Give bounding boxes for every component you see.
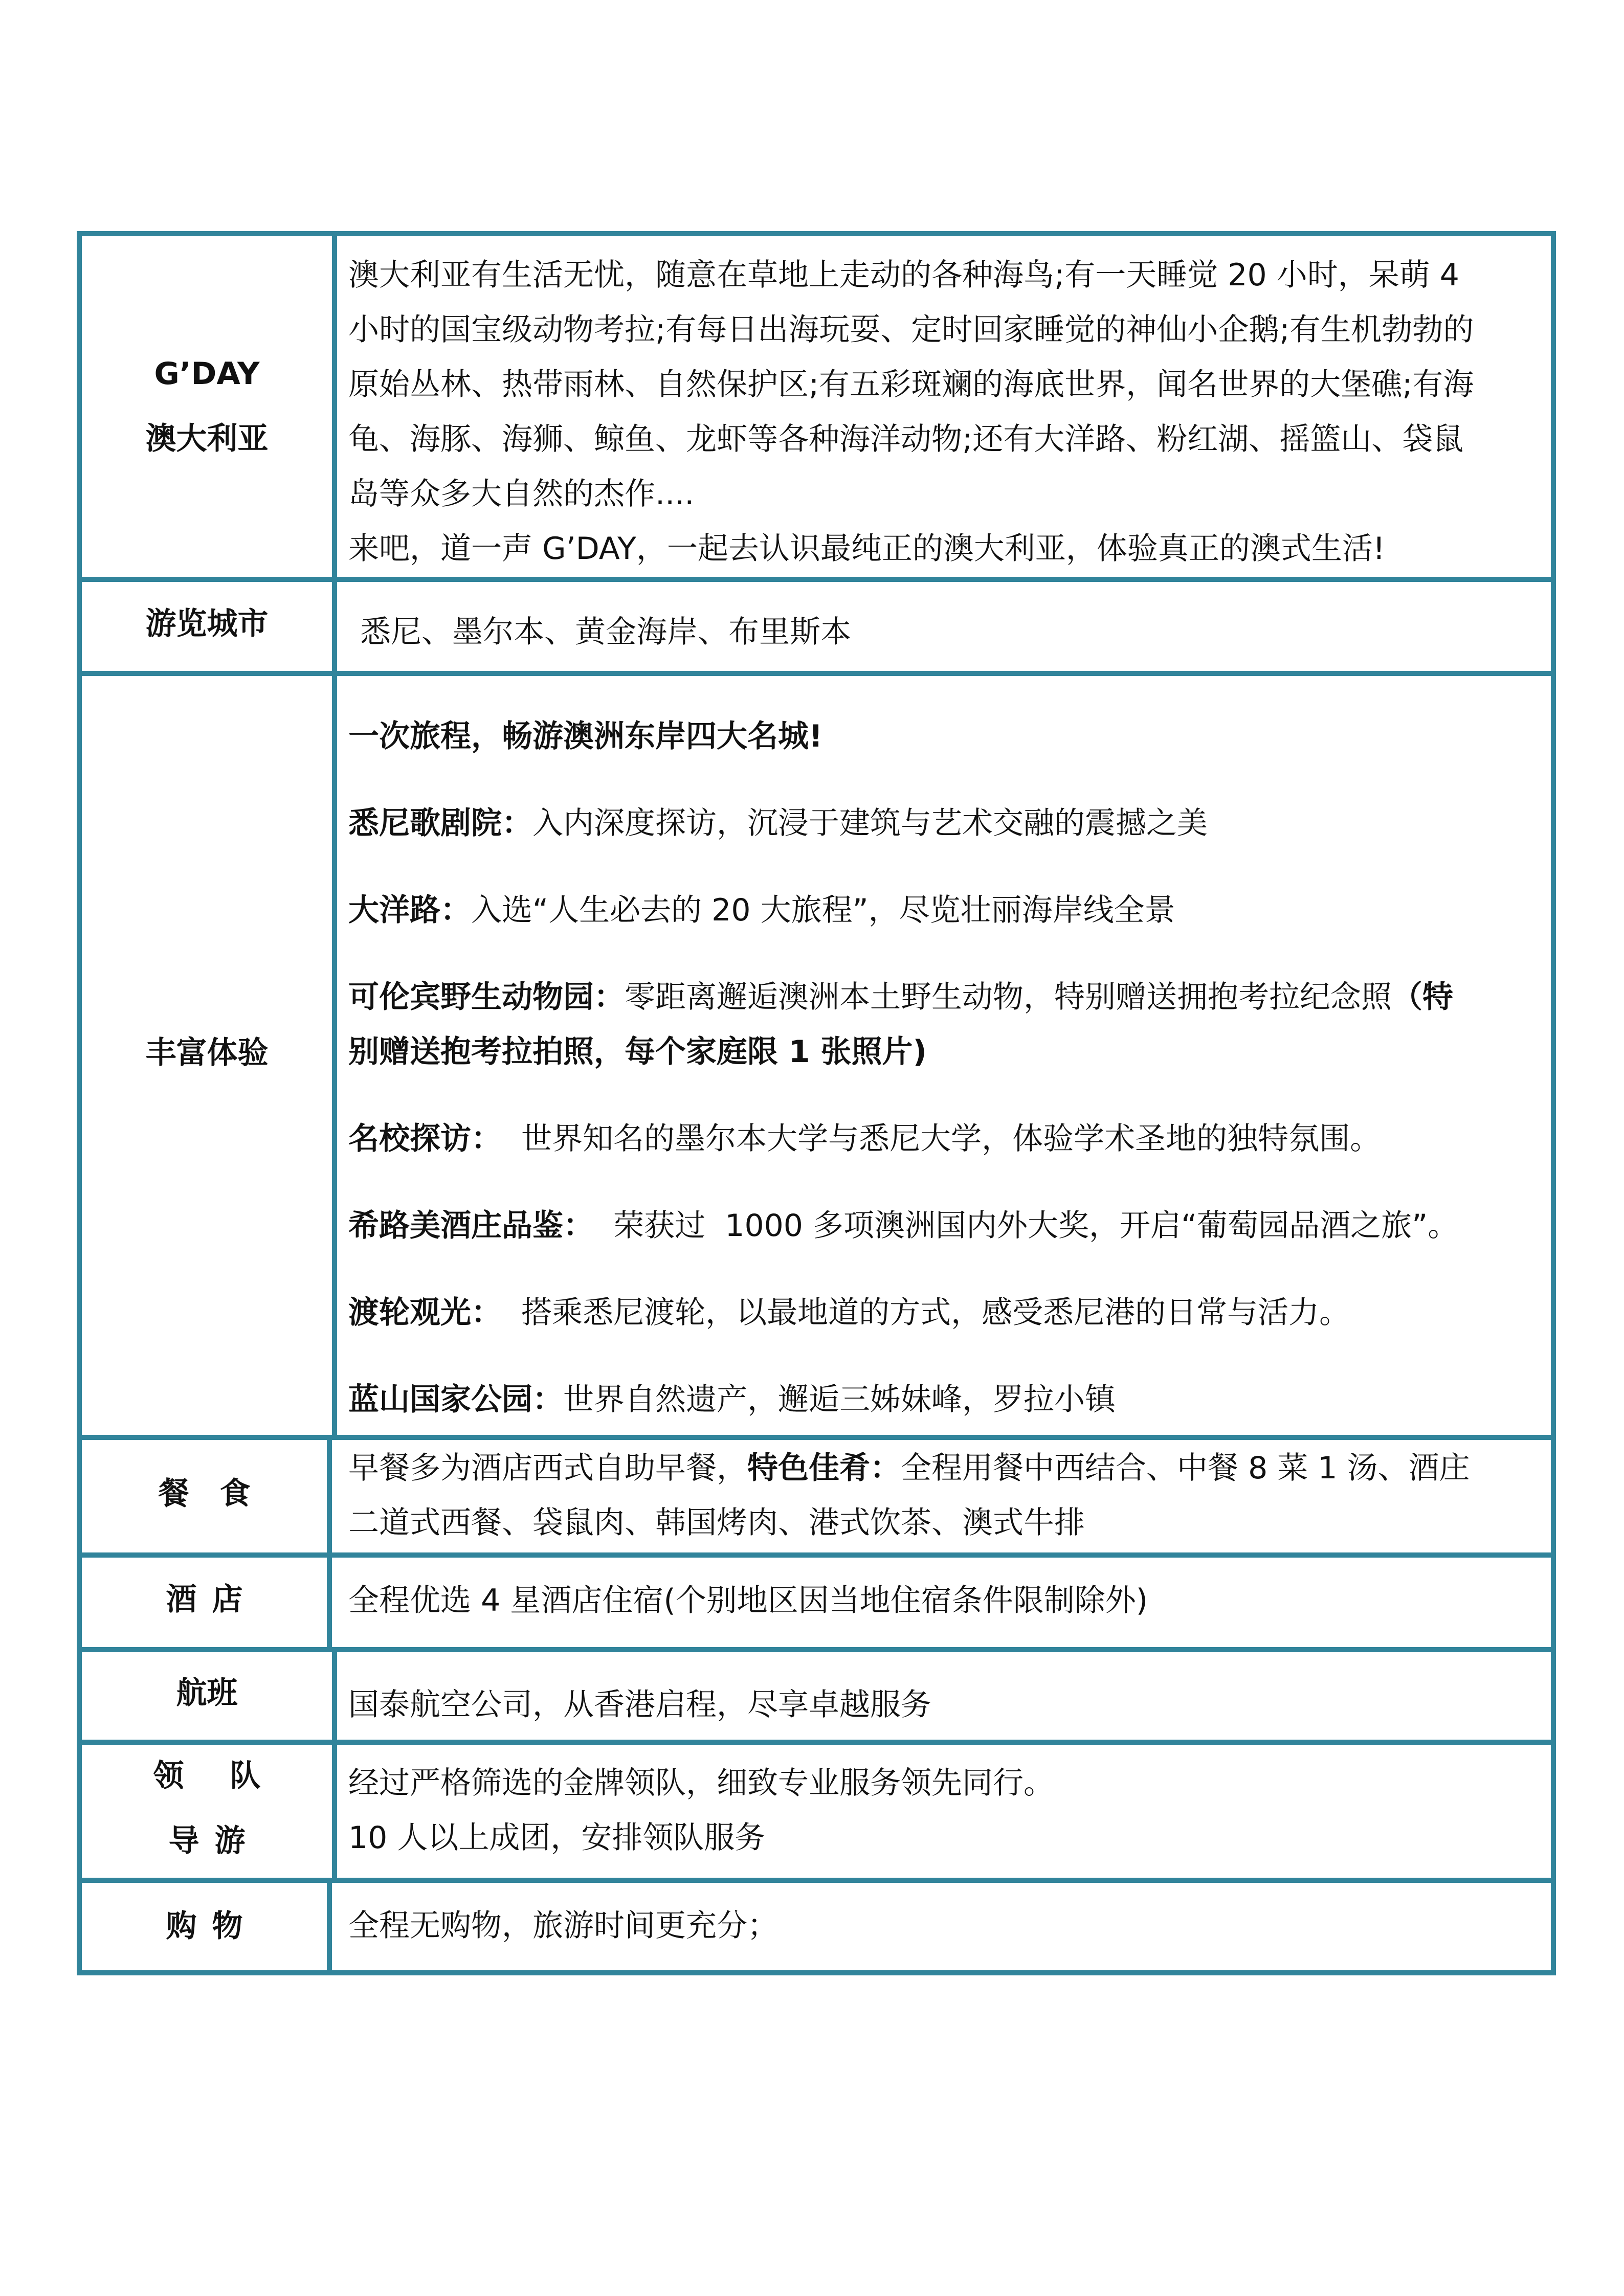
hotel-line: 全程优选 4 星酒店住宿(个别地区因当地住宿条件限制除外) <box>348 1583 1148 1618</box>
intro-line: 来吧，道一声 G’DAY，一起去认识最纯正的澳大利亚，体验真正的澳式生活! <box>348 531 1385 567</box>
label-leader: 领队 <box>153 1758 307 1794</box>
item-title: 希路美酒庄品鉴： <box>348 1208 594 1244</box>
row-shopping <box>82 1878 1551 1975</box>
intro-line: 小时的国宝级动物考拉;有每日出海玩耍、定时回家睡觉的神仙小企鹅;有生机勃勃的 <box>348 312 1474 348</box>
experience-item <box>348 883 1551 938</box>
item-text: 世界自然遗产，邂逅三姊妹峰，罗拉小镇 <box>563 1382 1116 1417</box>
shopping-text <box>337 1878 1551 1975</box>
meals-highlight: 特色佳肴： <box>747 1450 901 1486</box>
experience-text <box>337 671 1551 1435</box>
flight-text <box>337 1647 1551 1740</box>
item-text: 零距离邂逅澳洲本土野生动物，特别赠送拥抱考拉纪念照 <box>625 979 1392 1015</box>
meals-line: 全程用餐中西结合、中餐 8 菜 1 汤、酒庄 <box>901 1450 1470 1486</box>
experience-item <box>348 1372 1551 1427</box>
row-meals <box>82 1435 1551 1558</box>
guide-line: 10 人以上成团，安排领队服务 <box>348 1820 766 1856</box>
intro-line: 岛等众多大自然的杰作.... <box>348 476 695 512</box>
experience-item <box>348 1286 1551 1340</box>
item-text: 荣获过 1000 多项澳洲国内外大奖，开启“葡萄园品酒之旅”。 <box>594 1208 1459 1244</box>
label-australia: 澳大利亚 <box>145 421 269 457</box>
shopping-line: 全程无购物，旅游时间更充分； <box>348 1908 778 1944</box>
meals-line: 早餐多为酒店西式自助早餐， <box>348 1450 747 1486</box>
item-note: （特 <box>1392 979 1453 1015</box>
row-intro <box>82 236 1551 582</box>
label-tour-guide: 导游 <box>168 1823 261 1859</box>
itinerary-table <box>77 231 1556 1975</box>
label-guide <box>82 1740 337 1878</box>
experience-item <box>348 796 1551 851</box>
item-title: 名校探访： <box>348 1121 502 1157</box>
item-text: 入选“人生必去的 20 大旅程”，尽览壮丽海岸线全景 <box>471 892 1175 928</box>
experience-item <box>348 1112 1551 1166</box>
row-flight <box>82 1647 1551 1745</box>
item-title: 渡轮观光： <box>348 1295 502 1331</box>
row-experience <box>82 671 1551 1440</box>
cities-line: 悉尼、墨尔本、黄金海岸、布里斯本 <box>350 614 852 650</box>
label-gday: G’DAY <box>154 356 260 392</box>
cities-text <box>337 577 1551 671</box>
item-text: 世界知名的墨尔本大学与悉尼大学，体验学术圣地的独特氛围。 <box>502 1121 1381 1157</box>
hotel-text <box>337 1552 1551 1647</box>
label-meals: 餐食 <box>82 1435 332 1552</box>
item-title: 蓝山国家公园： <box>348 1382 563 1417</box>
label-flight: 航班 <box>82 1647 337 1740</box>
row-guide <box>82 1740 1551 1883</box>
meals-text <box>337 1435 1551 1552</box>
intro-line: 澳大利亚有生活无忧，随意在草地上走动的各种海鸟;有一天睡觉 20 小时，呆萌 4 <box>348 257 1459 293</box>
intro-text <box>337 236 1551 577</box>
item-note: 别赠送抱考拉拍照，每个家庭限 1 张照片) <box>348 1034 927 1070</box>
row-cities <box>82 577 1551 676</box>
label-intro <box>82 236 337 577</box>
intro-line: 龟、海豚、海狮、鲸鱼、龙虾等各种海洋动物;还有大洋路、粉红湖、摇篮山、袋鼠 <box>348 421 1464 457</box>
flight-line: 国泰航空公司，从香港启程，尽享卓越服务 <box>348 1687 931 1723</box>
experience-item <box>348 970 1551 1079</box>
label-experience: 丰富体验 <box>82 671 337 1435</box>
experience-headline: 一次旅程，畅游澳洲东岸四大名城! <box>348 718 823 754</box>
item-title: 可伦宾野生动物园： <box>348 979 625 1015</box>
row-hotel <box>82 1552 1551 1652</box>
item-text: 入内深度探访，沉浸于建筑与艺术交融的震撼之美 <box>532 805 1208 841</box>
item-text: 搭乘悉尼渡轮，以最地道的方式，感受悉尼港的日常与活力。 <box>502 1295 1350 1331</box>
label-hotel: 酒店 <box>82 1552 332 1647</box>
guide-line: 经过严格筛选的金牌领队，细致专业服务领先同行。 <box>348 1765 1054 1801</box>
label-shopping: 购物 <box>82 1878 332 1975</box>
item-title: 大洋路： <box>348 892 471 928</box>
experience-item <box>348 1199 1551 1253</box>
label-cities: 游览城市 <box>82 577 337 671</box>
guide-text <box>337 1740 1551 1878</box>
meals-line: 二道式西餐、袋鼠肉、韩国烤肉、港式饮茶、澳式牛排 <box>348 1505 1085 1541</box>
item-title: 悉尼歌剧院： <box>348 805 532 841</box>
intro-line: 原始丛林、热带雨林、自然保护区;有五彩斑斓的海底世界，闻名世界的大堡礁;有海 <box>348 367 1474 402</box>
